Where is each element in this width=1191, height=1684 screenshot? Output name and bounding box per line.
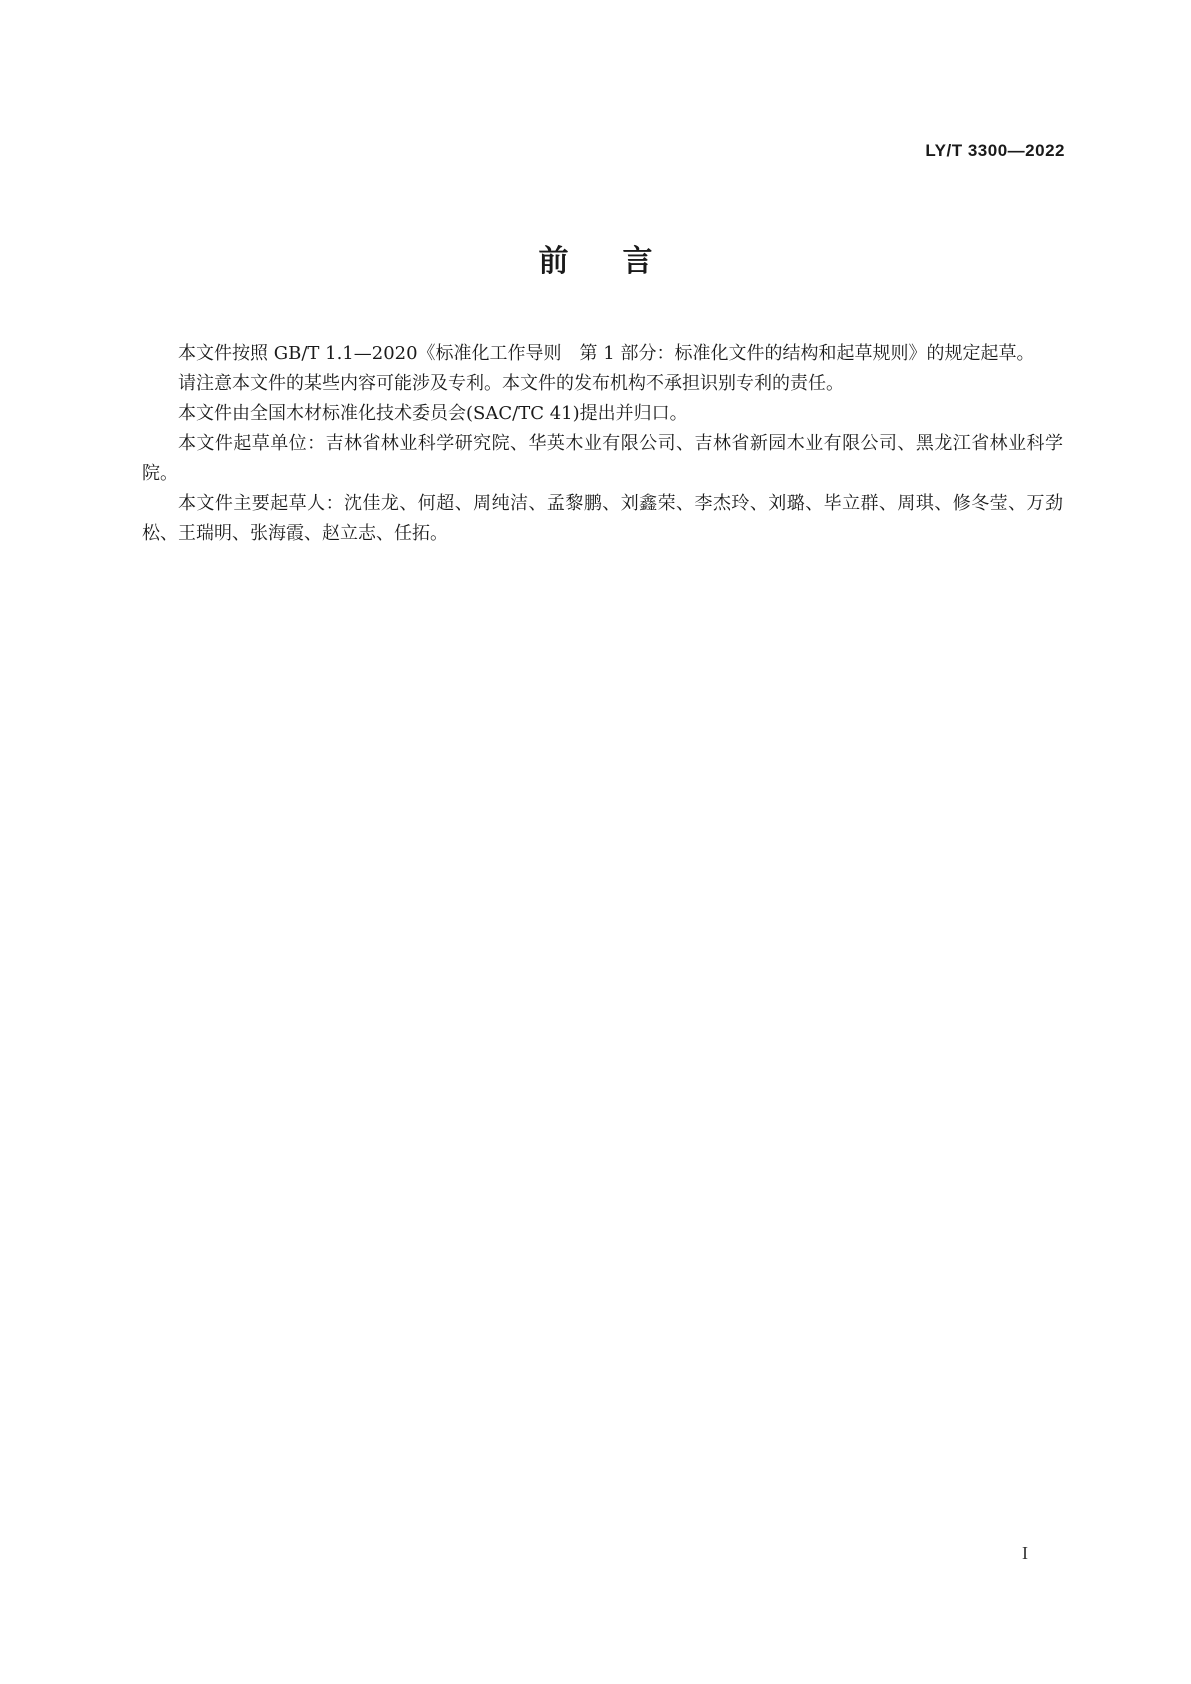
paragraph-drafters: 本文件主要起草人：沈佳龙、何超、周纯洁、孟黎鹏、刘鑫荣、李杰玲、刘璐、毕立群、周琪、修冬莹、万劲松、王瑞明、张海霞、赵立志、任拓。 <box>142 493 1063 544</box>
foreword-body <box>142 339 1063 549</box>
page-title: 前言 <box>538 244 707 279</box>
paragraph-drafting-units: 本文件起草单位：吉林省林业科学研究院、华英木业有限公司、吉林省新园木业有限公司、黑龙江省林业科学院。 <box>142 433 1063 484</box>
paragraph-patent-notice: 请注意本文件的某些内容可能涉及专利。本文件的发布机构不承担识别专利的责任。 <box>178 373 844 394</box>
paragraph-drafting-rules: 本文件按照 GB/T 1.1—2020《标准化工作导则 第 1 部分：标准化文件的结构和起草规则》的规定起草。 <box>178 343 1035 364</box>
standard-code: LY/T 3300—2022 <box>925 141 1065 160</box>
paragraph-proposer: 本文件由全国木材标准化技术委员会(SAC/TC 41)提出并归口。 <box>178 403 688 424</box>
page-number: I <box>1022 1543 1028 1563</box>
